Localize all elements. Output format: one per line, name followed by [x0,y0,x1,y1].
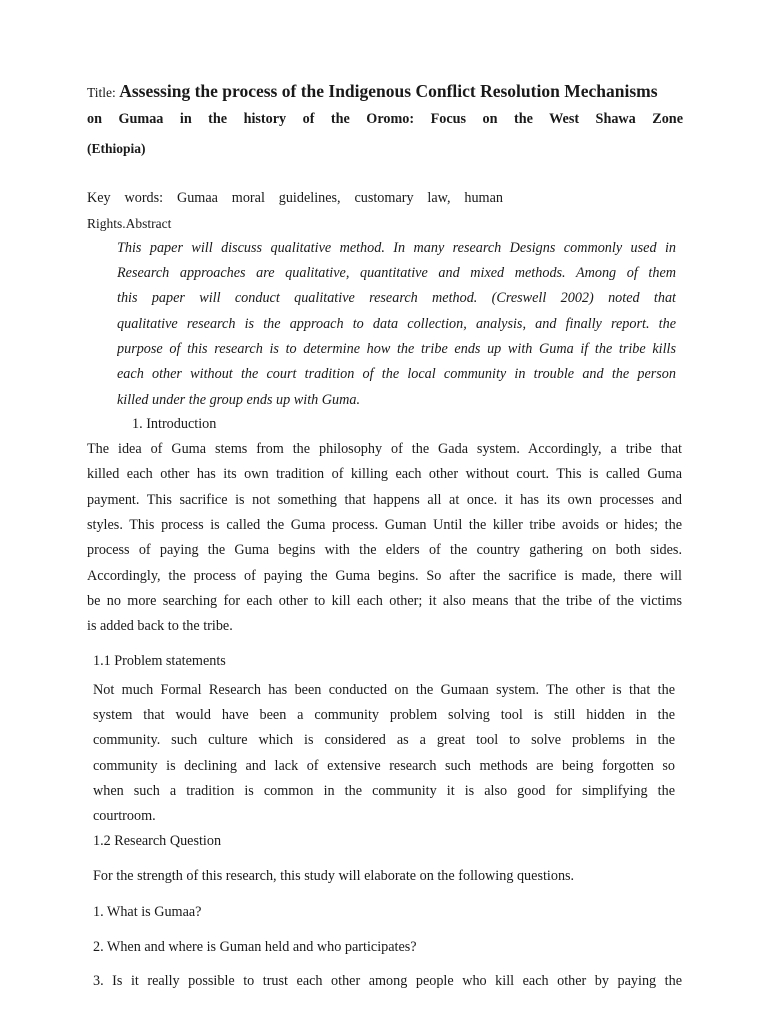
problem-line: Not much Formal Research has been conducted on the Gumaan system. The other is that the [93,682,675,698]
abstract-line: qualitative research is the approach to data collection, analysis, and finally report. the [117,316,676,332]
title-text-1: Assessing the process of the Indigenous Conflict Resolution Mechanisms [119,81,658,101]
research-question-item: 2. When and where is Guman held and who participates? [93,939,417,955]
title-line-3: (Ethiopia) [87,141,146,156]
introduction-line: styles. This process is called the Guma process. Guman Until the killer tribe avoids or hides; the [87,517,682,533]
title-label: Title: [87,85,116,100]
title-line-1 [87,81,658,102]
abstract-line: this paper will conduct qualitative research method. (Creswell 2002) noted that [117,290,676,306]
research-question-item: 1. What is Gumaa? [93,904,202,920]
introduction-heading: 1. Introduction [132,416,217,432]
research-question-intro: For the strength of this research, this study will elaborate on the following questions. [93,868,575,884]
problem-line: system that would have been a community problem solving tool is still hidden in the [93,707,675,723]
introduction-line: process of paying the Guma begins with the elders of the country gathering on both sides. [87,542,682,558]
problem-line: when such a tradition is common in the community it is also good for simplifying the [93,783,675,799]
keywords-line-2: Rights.Abstract [87,216,172,231]
problem-heading: 1.1 Problem statements [93,653,226,669]
abstract-line: each other without the court tradition of the local community in trouble and the person [117,366,676,382]
problem-line: courtroom. [93,808,156,824]
abstract-line: killed under the group ends up with Guma. [117,392,361,408]
problem-line: community. such culture which is considered as a great tool to solve problems in the [93,732,675,748]
abstract-line: Research approaches are qualitative, quantitative and mixed methods. Among of them [117,265,676,281]
title-line-2: on Gumaa in the history of the Oromo: Focus on the West Shawa Zone [87,111,683,127]
introduction-line: be no more searching for each other to kill each other; it also means that the tribe of the victims [87,593,682,609]
research-question-heading: 1.2 Research Question [93,833,222,849]
introduction-line: killed each other has its own tradition of killing each other without court. This is called Guma [87,466,682,482]
problem-line: community is declining and lack of extensive research such methods are being forgotten so [93,758,675,774]
research-question-item: 3. Is it really possible to trust each other among people who kill each other by paying the [93,973,682,989]
introduction-line: is added back to the tribe. [87,618,233,634]
abstract-line: purpose of this research is to determine how the tribe ends up with Guma if the tribe kills [117,341,676,357]
abstract-line: This paper will discuss qualitative method. In many research Designs commonly used in [117,240,676,256]
introduction-line: The idea of Guma stems from the philosophy of the Gada system. Accordingly, a tribe that [87,441,682,457]
keywords-line-1: Key words: Gumaa moral guidelines, customary law, human [87,190,503,206]
introduction-line: payment. This sacrifice is not something that happens all at once. it has its own processes and [87,492,682,508]
introduction-line: Accordingly, the process of paying the Guma begins. So after the sacrifice is made, there will [87,568,682,584]
